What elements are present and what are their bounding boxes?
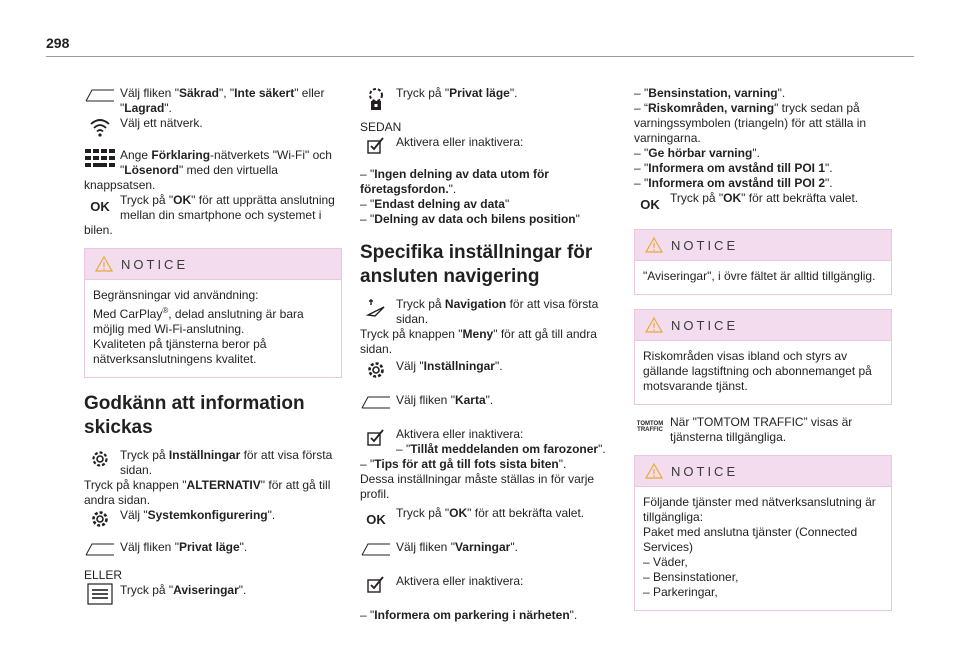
section-heading: Godkänn att information skickas — [84, 393, 305, 438]
menu-list-icon — [84, 583, 116, 609]
instruction-activate-2: Aktivera eller inaktivera: – "Tillåt meddelanden om farozoner". — [360, 427, 618, 457]
instruction-tomtom: TOMTOM TRAFFIC När "TOMTOM TRAFFIC” visas är tjänsterna tillgängliga. — [634, 415, 892, 445]
ok-icon: OK — [366, 512, 386, 527]
instruction-navigation: Tryck på Navigation för att visa första sidan. — [360, 297, 618, 327]
tab-icon — [84, 86, 116, 112]
instruction-settings: Tryck på Inställningar för att visa första sidan. — [84, 448, 342, 478]
instruction-confirm-ok: OK Tryck på "OK" för att bekräfta valet. — [360, 506, 618, 530]
ok-icon: OK — [90, 199, 110, 214]
instruction-activate: Aktivera eller inaktivera: — [360, 135, 618, 159]
tab-icon — [84, 540, 116, 566]
instruction-system-config: Välj "Systemkonfigurering". — [84, 508, 342, 532]
notice-box-3: NOTICE Riskområden visas ibland och styrs av gällande lagstiftning och abonnemanget på motsvarande tjänst. — [634, 309, 892, 405]
warning-icon — [645, 463, 663, 479]
page-number: 298 — [46, 35, 70, 51]
or-label: ELLER — [84, 568, 123, 582]
instruction-tab-select: Välj fliken "Säkrad", "Inte säkert" eller "Lagrad". — [84, 86, 342, 116]
gear-icon — [360, 359, 392, 385]
notice-title: NOTICE — [121, 256, 189, 272]
notice-box-1: NOTICE Begränsningar vid användning: Med CarPlay®, delad anslutning är bara möjlig med Wi-Fi-anslutning. Kvaliteten på tjänsterna beror på nätverksanslutningens kvalitet. — [84, 248, 342, 378]
instruction-select-network: Välj ett nätverk. — [84, 116, 342, 140]
notice-title: NOTICE — [671, 463, 739, 479]
warning-icon — [645, 317, 663, 333]
notice-title: NOTICE — [671, 317, 739, 333]
navigation-arrow-icon — [360, 297, 392, 323]
warning-icon — [645, 237, 663, 253]
keypad-icon — [84, 148, 116, 174]
wifi-icon — [84, 116, 116, 142]
instruction-private-mode: Tryck på "Privat läge". — [360, 86, 618, 116]
instruction-activate-3: Aktivera eller inaktivera: — [360, 574, 618, 598]
tomtom-traffic-icon: TOMTOM TRAFFIC — [636, 421, 664, 433]
instruction-notifications: Tryck på "Aviseringar". — [84, 583, 342, 607]
instruction-private-tab: Välj fliken "Privat läge". — [84, 540, 342, 564]
gear-icon — [84, 448, 116, 474]
tab-icon — [360, 540, 392, 566]
notice-box-4: NOTICE Följande tjänster med nätverksanslutning är tillgängliga: Paket med anslutna tjänster (Connected Services) – Väder, – Bensinstationer, – Parkeringar, — [634, 455, 892, 611]
instruction-confirm-ok: OK Tryck på "OK" för att bekräfta valet. — [634, 191, 892, 215]
column-3: – "Bensinstation, varning". – “Riskområden, varning" tryck sedan på varningssymbolen (triangeln) för att ställa in varningarna. – "Ge hörbar varning". – "Informera om avstånd till POI 1". – "Informera om avstånd till POI 2". OK Tryck på "OK" för att bekräfta valet. NOTICE "Aviseringar", i övre fältet är alltid tillgänglig. NOTICE Riskområden visas ibland och styrs av gällande lagstiftning och abonnemanget på motsvarande tjänst. TOMTOM TRAFFIC När "TOMTOM TRAFFIC” visas är tjänsterna tillgängliga. NOTICE Följande tjänster med nätverksanslutning är tillgängliga: Paket med anslutna tjänster (Connected Services) – Väder, – Bensinstationer, – Parkeringar, — [634, 86, 892, 611]
header-rule — [46, 56, 914, 57]
tab-icon — [360, 393, 392, 419]
then-label: SEDAN — [360, 120, 402, 134]
notice-box-2: NOTICE "Aviseringar", i övre fältet är alltid tillgänglig. — [634, 229, 892, 295]
instruction-warnings-tab: Välj fliken "Varningar". — [360, 540, 618, 564]
private-mode-icon — [360, 86, 392, 112]
notice-title: NOTICE — [671, 237, 739, 253]
column-1: Välj fliken "Säkrad", "Inte säkert" eller "Lagrad". Välj ett nätverk. Ange Förklaring-nätverkets "Wi-Fi" och "Lösenord" med den virtuella knappsatsen. OK Tryck på "OK" för att upprätta anslutning mellan din smartphone och systemet i bilen. NOTICE Begränsningar vid användning: Med CarPlay®, delad anslutning är bara möjlig med Wi-Fi-anslutning. Kvaliteten på tjänsterna beror på nätverksanslutningens kvalitet. Godkänn att information skickas Tryck på Inställningar för att visa första sidan. Tryck på knappen "ALTERNATIV" för att gå till andra sidan. Välj "Systemkonfigurering". Välj fliken "Privat läge". ELLER Tryck på "Aviseringar". — [84, 86, 342, 607]
instruction-map-tab: Välj fliken "Karta". — [360, 393, 618, 417]
instruction-enter-password: Ange Förklaring-nätverkets "Wi-Fi" och "Lösenord" med den virtuella — [84, 148, 342, 178]
instruction-nav-settings: Välj "Inställningar". — [360, 359, 618, 383]
warning-icon — [95, 256, 113, 272]
section-heading: Specifika inställningar för ansluten navigering — [360, 242, 593, 287]
ok-icon: OK — [640, 197, 660, 212]
column-2: Tryck på "Privat läge". SEDAN Aktivera eller inaktivera: – "Ingen delning av data utom för företagsfordon.". – "Endast delning av data" – "Delning av data och bilens position" Specifika inställningar för ansluten navigering Tryck på Navigation för att visa första sidan. Tryck på knappen "Meny" för att gå till andra sidan. Välj "Inställningar". Välj fliken "Karta". Aktivera eller inaktivera: – "Tillåt meddelanden om farozoner". – "Tips för att gå till fots sista biten". Dessa inställningar måste ställas in för varje profil. OK Tryck på "OK" för att bekräfta valet. Välj fliken "Varningar". Aktivera eller inaktivera: – "Informera om parkering i närheten". — [360, 86, 618, 623]
checkbox-icon — [360, 135, 392, 161]
checkbox-icon — [360, 427, 392, 453]
instruction-press-ok: OK Tryck på "OK" för att upprätta anslutning mellan din smartphone och systemet i — [84, 193, 342, 223]
checkbox-icon — [360, 574, 392, 600]
gear-icon — [84, 508, 116, 534]
